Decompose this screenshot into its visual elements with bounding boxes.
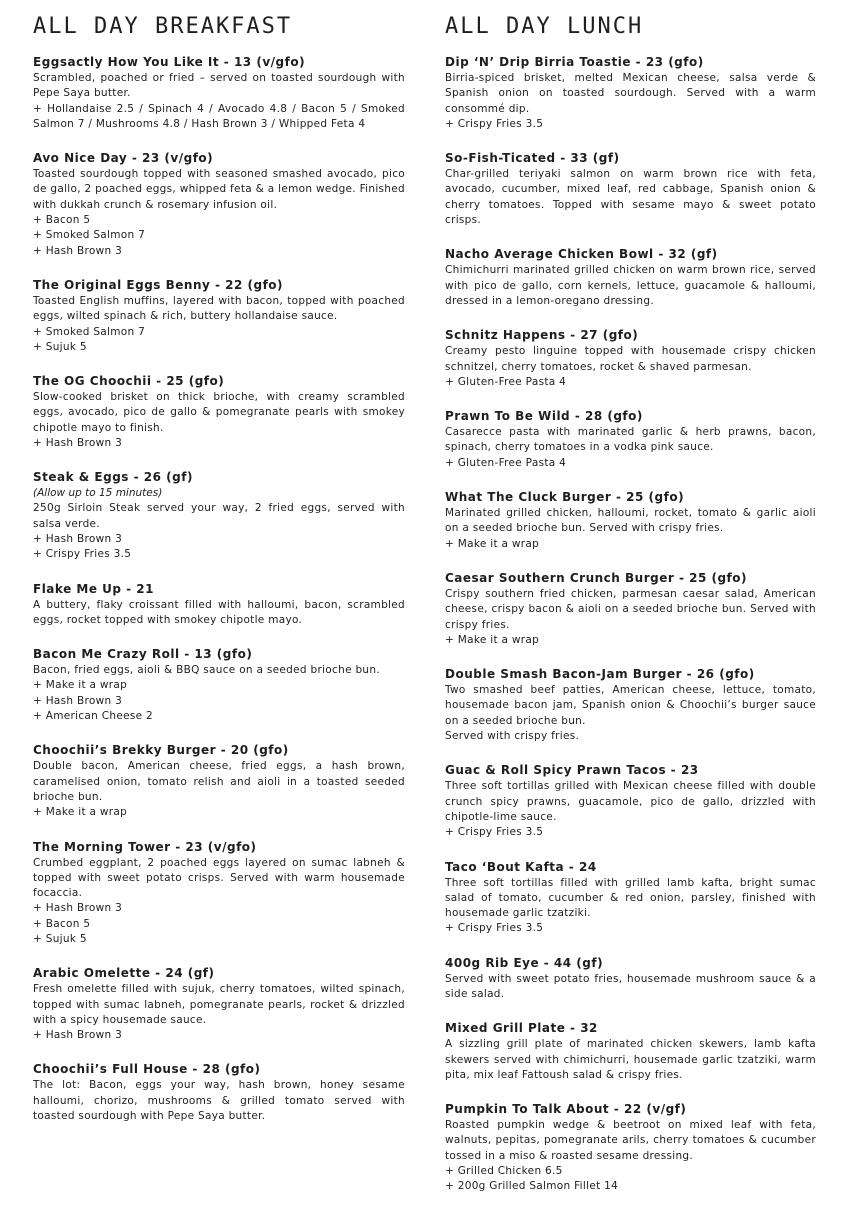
menu-item-description: A sizzling grill plate of marinated chicken skewers, lamb kafta skewers served with chimichurri, housemade garlic tzatziki, warm pita, mix leaf Fattoush salad & crispy fries. <box>445 1038 816 1081</box>
menu-item-description: The lot: Bacon, eggs your way, hash brown, honey sesame halloumi, chorizo, mushrooms & grilled tomato served with toasted sourdough with Pepe Saya butter. <box>33 1079 405 1123</box>
menu-item-title: 400g Rib Eye - 44 (gf) <box>445 955 604 970</box>
menu-item-title: Arabic Omelette - 24 (gf) <box>33 966 215 981</box>
menu-item-description: Two smashed beef patties, American cheese, lettuce, tomato, housemade bacon jam, Spanish onion & Choochii’s burger sauce on a seeded brioche bun. <box>445 684 816 727</box>
menu-item-description: Chimichurri marinated grilled chicken on warm brown rice, served with pico de gallo, corn kernels, lettuce, guacamole & halloumi, dressed in a lemon-oregano dressing. <box>445 264 816 307</box>
menu-item-title: Avo Nice Day - 23 (v/gfo) <box>33 151 214 166</box>
menu-item-addon: + Hash Brown 3 <box>33 244 123 257</box>
menu-item-description: Served with sweet potato fries, housemade mushroom sauce & a side salad. <box>445 972 816 1000</box>
menu-item <box>33 840 405 948</box>
menu-item-title: Mixed Grill Plate - 32 <box>445 1021 598 1036</box>
menu-item-addon: + Make it a wrap <box>33 806 128 819</box>
menu-item <box>33 582 405 629</box>
menu-item-title: Steak & Eggs - 26 (gf) <box>33 470 193 485</box>
menu-item <box>445 1102 816 1194</box>
menu-item-addon: + Grilled Chicken 6.5 <box>445 1165 563 1178</box>
menu-item-addon: + Crispy Fries 3.5 <box>445 117 544 130</box>
menu-item <box>445 956 816 1003</box>
menu-item-description: A buttery, flaky croissant filled with halloumi, bacon, scrambled eggs, rocket topped with smokey chipotle mayo. <box>33 598 405 626</box>
menu-item-description: Fresh omelette filled with sujuk, cherry tomatoes, wilted spinach, topped with sumac labneh, pomegranate pearls, rocket & drizzled with a spicy housemade sauce. <box>33 983 405 1026</box>
menu-item-title: Bacon Me Crazy Roll - 13 (gfo) <box>33 647 253 662</box>
menu-item-description: Slow-cooked brisket on thick brioche, with creamy scrambled eggs, avocado, pico de gallo & pomegranate pearls with smokey chipotle mayo to finish. <box>33 391 405 434</box>
menu-item <box>445 151 816 228</box>
menu-item-title: Pumpkin To Talk About - 22 (v/gf) <box>445 1102 687 1117</box>
menu-item-description: Crispy southern fried chicken, parmesan caesar salad, American cheese, crispy bacon & aioli on a seeded brioche bun. Served with crispy fries. <box>445 587 816 631</box>
menu-item-addon: + Hash Brown 3 <box>33 532 123 545</box>
menu-item-addon: + Make it a wrap <box>445 537 540 550</box>
menu-item-title: The Morning Tower - 23 (v/gfo) <box>33 839 257 854</box>
breakfast-heading: ALL DAY BREAKFAST <box>33 14 293 39</box>
menu-item-title: Prawn To Be Wild - 28 (gfo) <box>445 409 643 424</box>
menu-item-addon: + Smoked Salmon 7 <box>33 229 146 242</box>
menu-item-title: Choochii’s Brekky Burger - 20 (gfo) <box>33 743 289 758</box>
menu-item-title: Schnitz Happens - 27 (gfo) <box>445 328 639 343</box>
menu-item-addon: + Sujuk 5 <box>33 340 87 353</box>
menu-item <box>445 1021 816 1083</box>
menu-item-addon: + Hash Brown 3 <box>33 902 123 915</box>
menu-item-addon: + American Cheese 2 <box>33 710 153 723</box>
menu-item <box>445 409 816 471</box>
menu-item-addons: + Hollandaise 2.5 / Spinach 4 / Avocado 4.8 / Bacon 5 / Smoked Salmon 7 / Mushrooms 4.8 / Hash Brown 3 / Whipped Feta 4 <box>33 102 405 130</box>
menu-item-addon: + Smoked Salmon 7 <box>33 325 146 338</box>
menu-item <box>33 55 405 132</box>
menu-item-addon: + Crispy Fries 3.5 <box>445 922 544 935</box>
menu-item <box>445 860 816 937</box>
menu-item-addon: + Sujuk 5 <box>33 932 87 945</box>
menu-item <box>445 763 816 840</box>
menu-item-addon: + Make it a wrap <box>445 633 540 646</box>
menu-item-title: Caesar Southern Crunch Burger - 25 (gfo) <box>445 570 747 585</box>
menu-item-title: Double Smash Bacon-Jam Burger - 26 (gfo) <box>445 667 755 682</box>
menu-item-description: Creamy pesto linguine topped with housemade crispy chicken schnitzel, cherry tomatoes, rocket & shaved parmesan. <box>445 345 816 373</box>
menu-item <box>445 247 816 309</box>
menu-item <box>445 571 816 648</box>
menu-item-description: Birria-spiced brisket, melted Mexican cheese, salsa verde & Spanish onion on toasted sourdough. Served with a warm consommé dip. <box>445 72 816 115</box>
lunch-items <box>445 55 816 1195</box>
menu-item-addon: + Crispy Fries 3.5 <box>33 548 132 561</box>
menu-item-addon: + Gluten-Free Pasta 4 <box>445 375 567 388</box>
menu-item-addon: + Hash Brown 3 <box>33 694 123 707</box>
menu-item-title: Nacho Average Chicken Bowl - 32 (gf) <box>445 247 718 262</box>
menu-item-addon: Served with crispy fries. <box>445 730 580 743</box>
menu-item-title: What The Cluck Burger - 25 (gfo) <box>445 490 685 505</box>
lunch-column <box>445 12 816 1214</box>
menu-item-addon: + Make it a wrap <box>33 679 128 692</box>
menu-item <box>445 667 816 744</box>
menu-item-title: Dip ‘N’ Drip Birria Toastie - 23 (gfo) <box>445 55 704 69</box>
menu-item <box>445 490 816 552</box>
menu-item-description: Crumbed eggplant, 2 poached eggs layered on sumac labneh & topped with sweet potato crisps. Served with warm housemade focaccia. <box>33 856 405 900</box>
menu-item <box>33 966 405 1043</box>
menu-item-title: Flake Me Up - 21 <box>33 581 155 596</box>
menu-item-description: Roasted pumpkin wedge & beetroot on mixed leaf with feta, walnuts, pepitas, pomegranate arils, cherry tomatoes & cucumber tossed in a miso & roasted sesame dressing. <box>445 1119 816 1162</box>
menu-item-description: 250g Sirloin Steak served your way, 2 fried eggs, served with salsa verde. <box>33 502 405 530</box>
menu-item-title: The Original Eggs Benny - 22 (gfo) <box>33 277 284 292</box>
menu-item <box>33 374 405 451</box>
menu-item-description: Char-grilled teriyaki salmon on warm brown rice with feta, avocado, cucumber, mixed leaf, red cabbage, Spanish onion & cherry tomatoes. Topped with sesame mayo & sweet potato crisps. <box>445 168 816 227</box>
menu-item-addon: + Bacon 5 <box>33 917 91 930</box>
lunch-heading: ALL DAY LUNCH <box>445 14 644 39</box>
breakfast-items <box>33 55 405 1124</box>
menu-item-addon: + 200g Grilled Salmon Fillet 14 <box>445 1180 619 1193</box>
menu-item-description: Casarecce pasta with marinated garlic & herb prawns, bacon, spinach, cherry tomatoes in a vodka pink sauce. <box>445 426 816 454</box>
menu-item-description: Toasted English muffins, layered with bacon, topped with poached eggs, wilted spinach & rich, buttery hollandaise sauce. <box>33 294 405 323</box>
menu-item-description: Three soft tortillas grilled with Mexican cheese filled with double crunch spicy prawns, guacamole, pico de gallo, drizzled with chipotle-lime sauce. <box>445 780 816 823</box>
menu-item <box>445 328 816 390</box>
menu-item-addon: + Gluten-Free Pasta 4 <box>445 456 567 469</box>
menu-item-description: Scrambled, poached or fried – served on toasted sourdough with Pepe Saya butter. <box>33 72 405 100</box>
menu-item-addon: + Hash Brown 3 <box>33 1029 123 1042</box>
menu-item-title: So-Fish-Ticated - 33 (gf) <box>445 151 620 166</box>
menu-item <box>33 151 405 259</box>
menu-item-description: Toasted sourdough topped with seasoned smashed avocado, pico de gallo, 2 poached eggs, whipped feta & a lemon wedge. Finished with dukkah crunch & rosemary infusion oil. <box>33 168 405 211</box>
menu-item-title: The OG Choochii - 25 (gfo) <box>33 374 225 389</box>
menu-item-note: (Allow up to 15 minutes) <box>33 487 163 500</box>
menu-item-description: Bacon, fried eggs, aioli & BBQ sauce on a seeded brioche bun. <box>33 664 380 677</box>
breakfast-column <box>33 12 405 1143</box>
menu-item <box>33 1062 405 1124</box>
menu-item <box>33 278 405 355</box>
menu-item-description: Marinated grilled chicken, halloumi, rocket, tomato & garlic aioli on a seeded brioche bun. Served with crispy fries. <box>445 507 816 535</box>
menu-item-addon: + Bacon 5 <box>33 214 91 227</box>
menu-item-addon: + Crispy Fries 3.5 <box>445 826 544 839</box>
menu-item-title: Taco ‘Bout Kafta - 24 <box>445 859 597 874</box>
menu-item <box>445 55 816 132</box>
menu-item <box>33 470 405 562</box>
menu-item-title: Eggsactly How You Like It - 13 (v/gfo) <box>33 55 306 69</box>
menu-item-title: Guac & Roll Spicy Prawn Tacos - 23 <box>445 763 699 778</box>
menu-item <box>33 743 405 820</box>
menu-item-addon: + Hash Brown 3 <box>33 437 123 450</box>
menu-item-title: Choochii’s Full House - 28 (gfo) <box>33 1062 261 1077</box>
menu-item-description: Double bacon, American cheese, fried eggs, a hash brown, caramelised onion, tomato relish and aioli in a toasted seeded brioche bun. <box>33 760 405 803</box>
menu-item-description: Three soft tortillas filled with grilled lamb kafta, bright sumac salad of tomato, cucumber & red onion, parsley, finished with housemade garlic tzatziki. <box>445 876 816 920</box>
menu-item <box>33 647 405 724</box>
